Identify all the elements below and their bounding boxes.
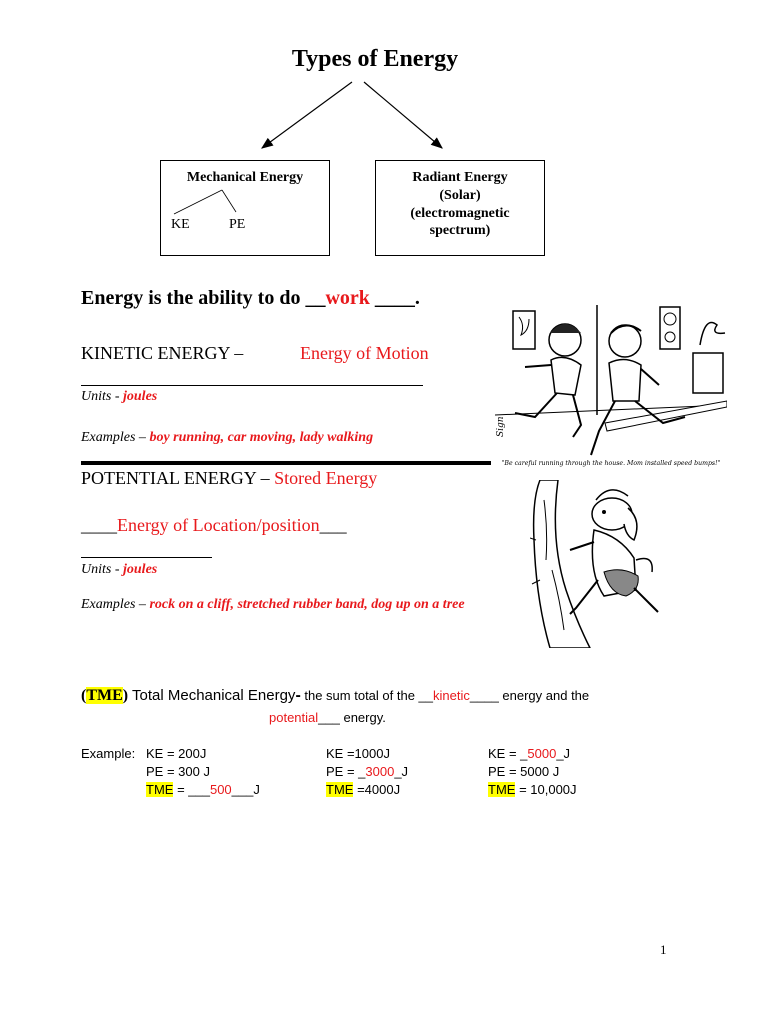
kinetic-underline xyxy=(81,385,423,386)
example3-tme-rest: = 10,000J xyxy=(515,782,577,797)
tme-paren-close: ) xyxy=(122,687,129,704)
kinetic-units xyxy=(81,389,157,405)
example3-ke-value: 5000 xyxy=(527,746,557,761)
example3-pe: PE = 5000 J xyxy=(488,764,560,779)
potential-units-value: joules xyxy=(123,562,158,577)
pe-label: PE xyxy=(229,217,246,232)
potential-heading: POTENTIAL ENERGY – xyxy=(81,468,275,488)
mechanical-energy-title: Mechanical Energy xyxy=(186,170,304,185)
tme-text-3: ___ energy. xyxy=(318,710,386,725)
tme-potential-word: potential xyxy=(269,710,319,725)
kinetic-heading-line xyxy=(81,343,243,364)
mechanical-energy-box xyxy=(160,160,330,256)
section-divider xyxy=(81,461,491,465)
page-number: 1 xyxy=(660,942,667,957)
running-kids-illustration xyxy=(495,305,727,470)
tme-text-2: ____ energy and the xyxy=(469,688,590,703)
example3-ke-post: _J xyxy=(556,746,571,761)
example3-ke-pre: KE = _ xyxy=(488,746,528,761)
definition-suffix: ____. xyxy=(369,287,420,309)
example2-pe-post: _J xyxy=(394,764,409,779)
potential-examples xyxy=(81,597,465,613)
potential-units-label: Units - xyxy=(81,562,123,577)
examples-label: Example: xyxy=(81,746,136,761)
radiant-line-4: spectrum) xyxy=(429,223,491,238)
potential-examples-label: Examples – xyxy=(81,597,150,612)
kinetic-units-value: joules xyxy=(123,389,158,404)
definition-prefix: Energy is the ability to do __ xyxy=(81,287,326,309)
radiant-line-1: Radiant Energy xyxy=(412,170,508,185)
kinetic-examples-label: Examples – xyxy=(81,430,150,445)
radiant-line-2: (Solar) xyxy=(439,188,481,203)
potential-heading-line xyxy=(81,468,377,489)
energy-definition xyxy=(81,287,420,310)
page-title: Types of Energy xyxy=(291,46,459,72)
dog-tree-cartoon xyxy=(530,480,665,648)
definition-answer: work xyxy=(325,287,370,309)
potential-blank-prefix: ____ xyxy=(81,515,117,535)
dog-tree-illustration xyxy=(530,480,665,648)
example1-ke: KE = 200J xyxy=(146,746,207,761)
kinetic-heading: KINETIC ENERGY – xyxy=(81,343,244,363)
example3-ke xyxy=(488,746,570,761)
kinetic-units-label: Units - xyxy=(81,389,123,404)
tme-paren-open: ( xyxy=(81,687,87,704)
example1-tme-pre: = ___ xyxy=(173,782,210,797)
tme-definition-line xyxy=(81,687,589,705)
ke-label: KE xyxy=(171,217,190,232)
tme-abbr: TME xyxy=(86,687,123,704)
example2-pe xyxy=(326,764,408,779)
potential-units xyxy=(81,562,157,578)
running-kids-caption: "Be careful running through the house. Mom installed speed bumps!" xyxy=(501,460,721,467)
example2-ke: KE =1000J xyxy=(326,746,390,761)
potential-blank-suffix: ___ xyxy=(319,515,347,535)
example1-tme-post: ___J xyxy=(231,782,260,797)
radiant-energy-box xyxy=(375,160,545,256)
kinetic-examples xyxy=(81,430,373,446)
radiant-line-3: (electromagnetic xyxy=(410,206,510,221)
kinetic-examples-value: boy running, car moving, lady walking xyxy=(149,430,374,445)
kinetic-answer: Energy of Motion xyxy=(300,343,429,363)
potential-location-line xyxy=(81,515,347,536)
example2-tme-label: TME xyxy=(326,782,354,797)
running-kids-cartoon xyxy=(495,305,727,470)
tme-label: Total Mechanical Energy xyxy=(128,687,296,704)
potential-underline xyxy=(81,557,212,558)
tme-text-1: the sum total of the __ xyxy=(300,688,434,703)
example1-tme xyxy=(146,782,260,797)
tme-kinetic-word: kinetic xyxy=(433,688,470,703)
potential-answer: Stored Energy xyxy=(274,468,378,488)
example1-tme-label: TME xyxy=(146,782,174,797)
potential-examples-value: rock on a cliff, stretched rubber band, dog up on a tree xyxy=(149,597,465,612)
example2-tme xyxy=(326,782,400,797)
example2-tme-rest: =4000J xyxy=(353,782,401,797)
arrow-left xyxy=(262,82,352,148)
example2-pe-pre: PE = _ xyxy=(326,764,366,779)
tme-dash: - xyxy=(295,687,301,704)
potential-location: Energy of Location/position xyxy=(117,515,320,535)
svg-text:Sign: Sign xyxy=(496,416,506,437)
example1-tme-value: 500 xyxy=(209,782,232,797)
tme-definition-line-2 xyxy=(269,710,386,725)
arrow-right xyxy=(364,82,442,148)
example3-tme xyxy=(488,782,577,797)
example1-pe: PE = 300 J xyxy=(146,764,210,779)
example2-pe-value: 3000 xyxy=(365,764,395,779)
example3-tme-label: TME xyxy=(488,782,516,797)
